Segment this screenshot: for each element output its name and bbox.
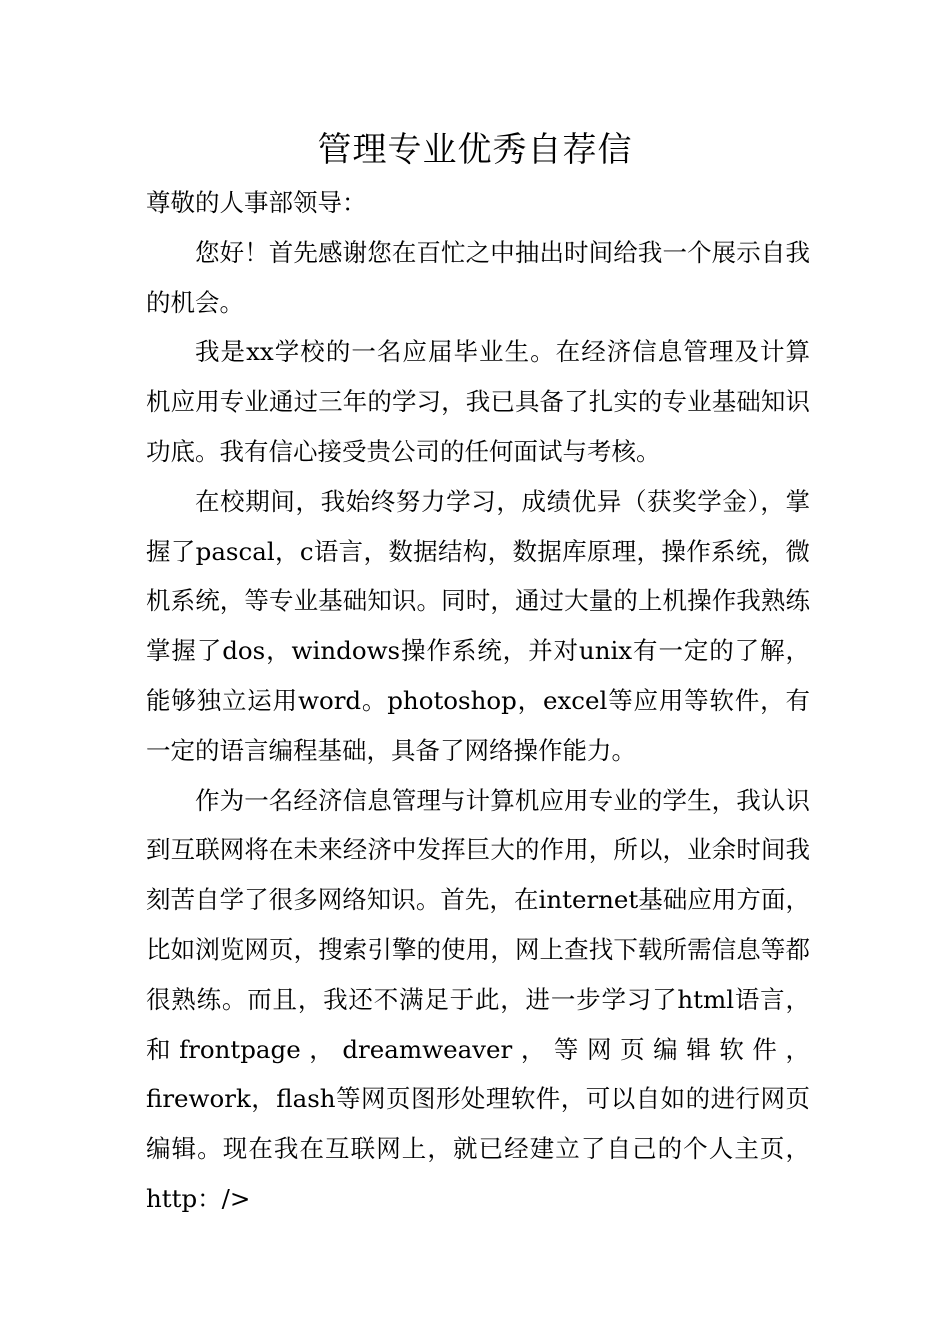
paragraph-introduction: 我是xx学校的一名应届毕业生。在经济信息管理及计算机应用专业通过三年的学习，我已具备了扎实的专业基础知识功底。我有信心接受贵公司的任何面试与考核。	[146, 337, 810, 466]
letter-body	[146, 178, 810, 1224]
paragraph-school-study: 在校期间，我始终努力学习，成绩优异（获奖学金），掌握了pascal，c语言，数据结构，数据库原理，操作系统，微机系统，等专业基础知识。同时，通过大量的上机操作我熟练掌握了dos，windows操作系统，并对unix有一定的了解，能够独立运用word。photoshop，excel等应用等软件，有一定的语言编程基础，具备了网络操作能力。	[146, 486, 810, 765]
salutation: 尊敬的人事部领导：	[146, 188, 367, 217]
paragraph-internet-skills: 作为一名经济信息管理与计算机应用专业的学生，我认识到互联网将在未来经济中发挥巨大的作用，所以，业余时间我刻苦自学了很多网络知识。首先，在internet基础应用方面，比如浏览网页，搜索引擎的使用，网上查找下载所需信息等都很熟练。而且，我还不满足于此，进一步学习了html语言，和frontpage，dreamweaver，等网页编辑软件，firework，flash等网页图形处理软件，可以自如的进行网页编辑。现在我在互联网上，就已经建立了自己的个人主页，http：/>	[146, 785, 810, 1213]
paragraph-greeting: 您好！首先感谢您在百忙之中抽出时间给我一个展示自我的机会。	[146, 237, 810, 317]
document-title: 管理专业优秀自荐信	[317, 130, 633, 170]
